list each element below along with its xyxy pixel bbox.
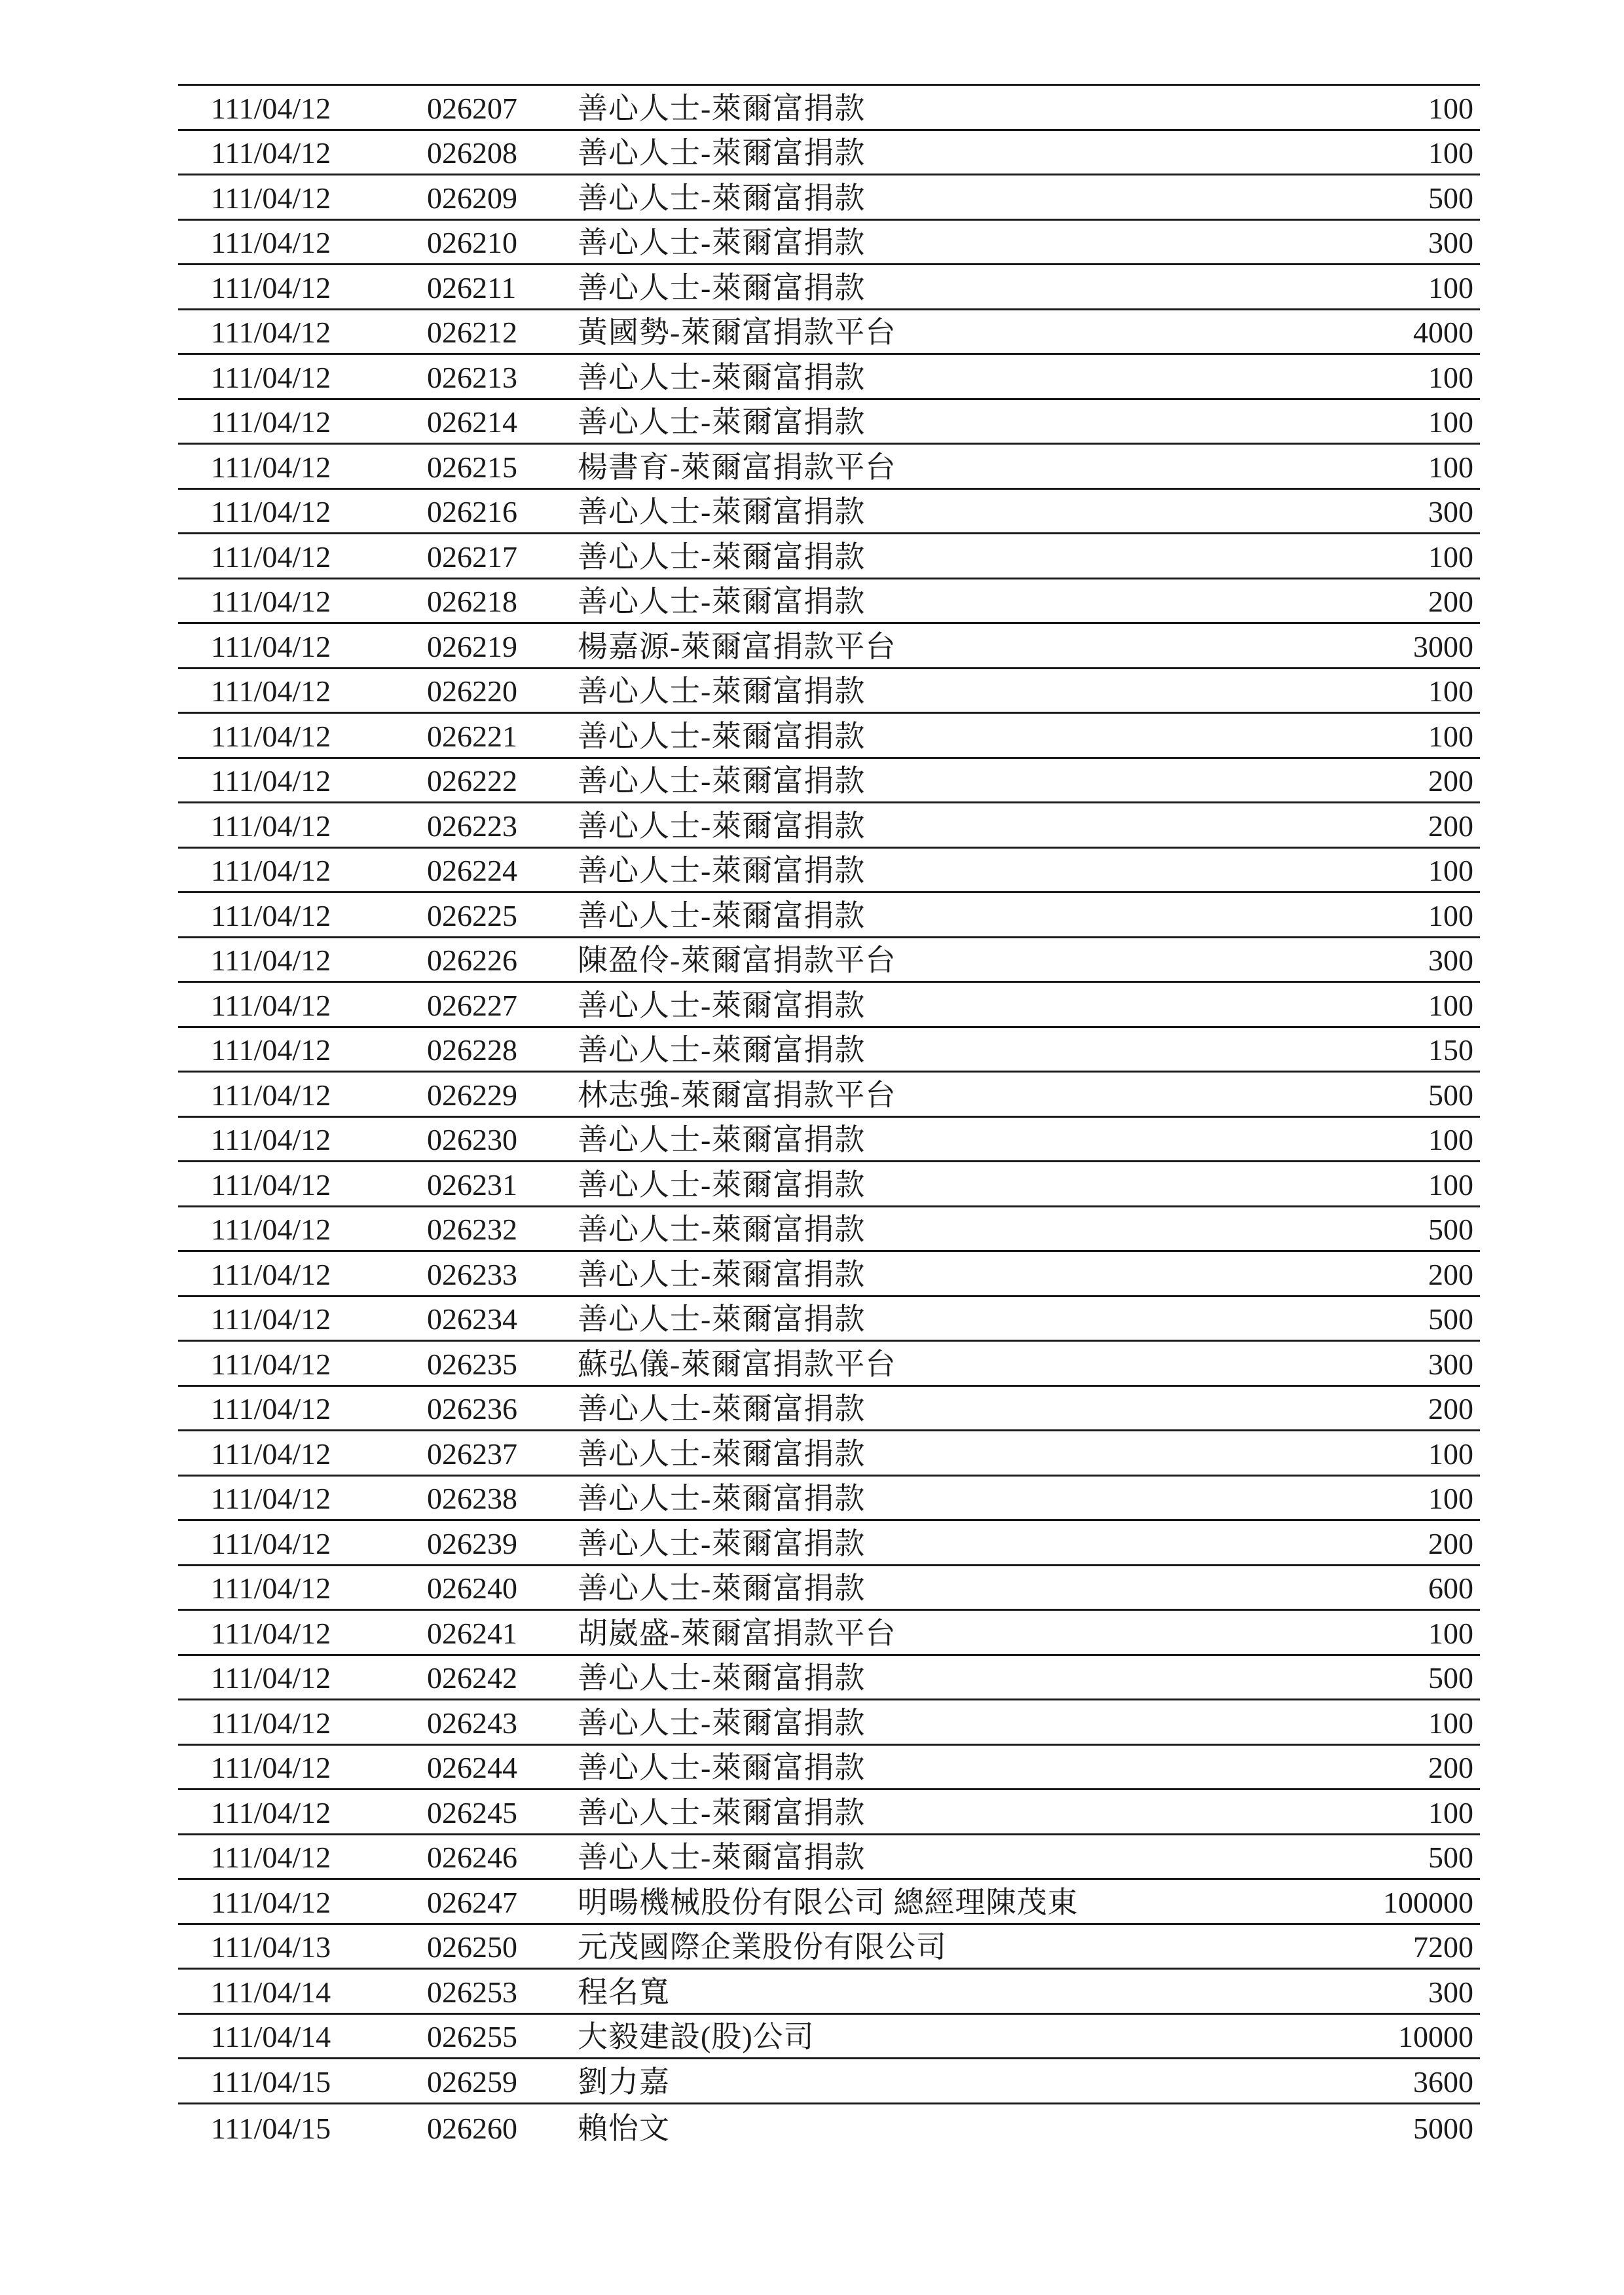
row-date: 111/04/12 — [211, 1302, 331, 1336]
row-receipt-number: 026217 — [427, 540, 517, 574]
table-row — [178, 1162, 1480, 1207]
row-receipt-number: 026233 — [427, 1257, 517, 1291]
row-donor-name: 善心人士-萊爾富捐款 — [578, 270, 866, 304]
row-date: 111/04/12 — [211, 854, 331, 887]
row-receipt-number: 026234 — [427, 1302, 517, 1336]
row-receipt-number: 026228 — [427, 1033, 517, 1067]
row-amount: 200 — [1428, 1526, 1473, 1560]
row-receipt-number: 026216 — [427, 495, 517, 528]
row-date: 111/04/12 — [211, 270, 331, 304]
row-date: 111/04/13 — [211, 1930, 331, 1964]
row-donor-name: 善心人士-萊爾富捐款 — [578, 91, 866, 125]
table-row — [178, 759, 1480, 804]
row-date: 111/04/12 — [211, 226, 331, 259]
row-date: 111/04/15 — [211, 2065, 331, 2099]
table-row — [178, 1342, 1480, 1387]
row-date: 111/04/12 — [211, 898, 331, 932]
table-row — [178, 1746, 1480, 1791]
row-date: 111/04/12 — [211, 1213, 331, 1246]
row-amount: 100000 — [1383, 1885, 1473, 1919]
row-donor-name: 善心人士-萊爾富捐款 — [578, 809, 866, 843]
row-receipt-number: 026215 — [427, 450, 517, 484]
table-row — [178, 2059, 1480, 2104]
row-receipt-number: 026243 — [427, 1706, 517, 1740]
table-row — [178, 1880, 1480, 1925]
row-donor-name: 蘇弘儀-萊爾富捐款平台 — [578, 1347, 896, 1381]
row-amount: 150 — [1428, 1033, 1473, 1067]
row-donor-name: 劉力嘉 — [578, 2065, 670, 2099]
row-amount: 5000 — [1413, 2112, 1473, 2145]
row-receipt-number: 026237 — [427, 1437, 517, 1471]
table-row — [178, 1611, 1480, 1656]
table-row — [178, 355, 1480, 400]
row-date: 111/04/14 — [211, 2020, 331, 2053]
table-row — [178, 983, 1480, 1028]
row-date: 111/04/12 — [211, 1706, 331, 1740]
row-receipt-number: 026232 — [427, 1213, 517, 1246]
row-amount: 100 — [1428, 540, 1473, 574]
row-amount: 100 — [1428, 1437, 1473, 1471]
row-donor-name: 善心人士-萊爾富捐款 — [578, 854, 866, 887]
row-donor-name: 善心人士-萊爾富捐款 — [578, 1392, 866, 1425]
row-donor-name: 賴怡文 — [578, 2112, 670, 2145]
row-donor-name: 善心人士-萊爾富捐款 — [578, 988, 866, 1022]
row-date: 111/04/12 — [211, 1571, 331, 1605]
row-amount: 7200 — [1413, 1930, 1473, 1964]
table-row — [178, 265, 1480, 310]
row-date: 111/04/12 — [211, 1751, 331, 1784]
row-donor-name: 善心人士-萊爾富捐款 — [578, 719, 866, 753]
row-amount: 500 — [1428, 1661, 1473, 1695]
row-receipt-number: 026260 — [427, 2112, 517, 2145]
row-receipt-number: 026242 — [427, 1661, 517, 1695]
row-donor-name: 陳盈伶-萊爾富捐款平台 — [578, 944, 896, 977]
table-row — [178, 1970, 1480, 2015]
row-date: 111/04/12 — [211, 1526, 331, 1560]
row-amount: 100 — [1428, 450, 1473, 484]
row-donor-name: 善心人士-萊爾富捐款 — [578, 1795, 866, 1829]
row-amount: 100 — [1428, 136, 1473, 170]
row-receipt-number: 026238 — [427, 1482, 517, 1515]
row-date: 111/04/12 — [211, 674, 331, 708]
row-amount: 100 — [1428, 1616, 1473, 1650]
table-row — [178, 938, 1480, 983]
row-date: 111/04/12 — [211, 809, 331, 843]
row-receipt-number: 026227 — [427, 988, 517, 1022]
row-donor-name: 善心人士-萊爾富捐款 — [578, 1302, 866, 1336]
row-date: 111/04/12 — [211, 764, 331, 798]
row-date: 111/04/12 — [211, 540, 331, 574]
row-receipt-number: 026224 — [427, 854, 517, 887]
table-row — [178, 1790, 1480, 1835]
row-date: 111/04/12 — [211, 181, 331, 215]
row-donor-name: 善心人士-萊爾富捐款 — [578, 540, 866, 574]
table-row — [178, 1297, 1480, 1342]
row-amount: 10000 — [1398, 2020, 1473, 2053]
row-amount: 100 — [1428, 360, 1473, 394]
row-date: 111/04/12 — [211, 1885, 331, 1919]
row-amount: 100 — [1428, 854, 1473, 887]
row-amount: 100 — [1428, 898, 1473, 932]
row-donor-name: 善心人士-萊爾富捐款 — [578, 1751, 866, 1784]
row-donor-name: 善心人士-萊爾富捐款 — [578, 898, 866, 932]
row-receipt-number: 026223 — [427, 809, 517, 843]
row-donor-name: 楊書育-萊爾富捐款平台 — [578, 450, 896, 484]
row-receipt-number: 026244 — [427, 1751, 517, 1784]
table-row — [178, 1656, 1480, 1701]
row-receipt-number: 026210 — [427, 226, 517, 259]
row-receipt-number: 026222 — [427, 764, 517, 798]
row-donor-name: 明暘機械股份有限公司 總經理陳茂東 — [578, 1885, 1079, 1919]
row-receipt-number: 026230 — [427, 1123, 517, 1156]
row-amount: 100 — [1428, 674, 1473, 708]
row-date: 111/04/12 — [211, 944, 331, 977]
table-row — [178, 1118, 1480, 1163]
table-row — [178, 1252, 1480, 1297]
table-row — [178, 2104, 1480, 2150]
row-date: 111/04/12 — [211, 585, 331, 618]
row-date: 111/04/12 — [211, 1167, 331, 1202]
row-date: 111/04/12 — [211, 91, 331, 125]
row-amount: 3600 — [1413, 2065, 1473, 2099]
row-date: 111/04/15 — [211, 2112, 331, 2145]
row-receipt-number: 026241 — [427, 1616, 517, 1650]
row-date: 111/04/12 — [211, 1347, 331, 1381]
row-date: 111/04/12 — [211, 1033, 331, 1067]
row-amount: 300 — [1428, 1347, 1473, 1381]
row-receipt-number: 026218 — [427, 585, 517, 618]
table-row — [178, 849, 1480, 894]
row-donor-name: 善心人士-萊爾富捐款 — [578, 136, 866, 170]
row-donor-name: 善心人士-萊爾富捐款 — [578, 1526, 866, 1560]
table-row — [178, 624, 1480, 669]
row-date: 111/04/12 — [211, 405, 331, 439]
row-amount: 200 — [1428, 809, 1473, 843]
row-donor-name: 善心人士-萊爾富捐款 — [578, 495, 866, 528]
row-donor-name: 黃國勢-萊爾富捐款平台 — [578, 316, 896, 349]
row-donor-name: 善心人士-萊爾富捐款 — [578, 1167, 866, 1202]
row-amount: 200 — [1428, 764, 1473, 798]
row-date: 111/04/12 — [211, 1078, 331, 1112]
row-donor-name: 善心人士-萊爾富捐款 — [578, 674, 866, 708]
row-receipt-number: 026255 — [427, 2020, 517, 2053]
table-row — [178, 803, 1480, 849]
row-receipt-number: 026229 — [427, 1078, 517, 1112]
table-row — [178, 1477, 1480, 1522]
row-donor-name: 林志強-萊爾富捐款平台 — [578, 1078, 896, 1112]
row-donor-name: 善心人士-萊爾富捐款 — [578, 1482, 866, 1515]
row-donor-name: 大毅建設(股)公司 — [578, 2020, 815, 2053]
row-date: 111/04/12 — [211, 1661, 331, 1695]
table-row — [178, 1700, 1480, 1746]
row-receipt-number: 026220 — [427, 674, 517, 708]
table-row — [178, 221, 1480, 266]
table-row — [178, 1207, 1480, 1253]
row-receipt-number: 026214 — [427, 405, 517, 439]
row-donor-name: 善心人士-萊爾富捐款 — [578, 1706, 866, 1740]
row-date: 111/04/12 — [211, 629, 331, 663]
table-row — [178, 534, 1480, 579]
row-amount: 500 — [1428, 1213, 1473, 1246]
row-donor-name: 善心人士-萊爾富捐款 — [578, 764, 866, 798]
table-row — [178, 1835, 1480, 1881]
row-receipt-number: 026213 — [427, 360, 517, 394]
row-donor-name: 善心人士-萊爾富捐款 — [578, 1257, 866, 1291]
table-row — [178, 579, 1480, 625]
row-date: 111/04/12 — [211, 495, 331, 528]
row-date: 111/04/12 — [211, 136, 331, 170]
row-receipt-number: 026209 — [427, 181, 517, 215]
row-date: 111/04/12 — [211, 1437, 331, 1471]
table-row — [178, 1431, 1480, 1477]
row-receipt-number: 026250 — [427, 1930, 517, 1964]
row-receipt-number: 026239 — [427, 1526, 517, 1560]
row-receipt-number: 026247 — [427, 1885, 517, 1919]
row-receipt-number: 026221 — [427, 719, 517, 753]
row-amount: 100 — [1428, 1123, 1473, 1156]
table-row — [178, 714, 1480, 759]
row-receipt-number: 026231 — [427, 1167, 517, 1202]
row-donor-name: 善心人士-萊爾富捐款 — [578, 1213, 866, 1246]
table-row — [178, 175, 1480, 221]
donation-ledger-table — [178, 84, 1480, 2149]
table-row — [178, 1028, 1480, 1073]
row-amount: 500 — [1428, 1841, 1473, 1874]
row-date: 111/04/12 — [211, 988, 331, 1022]
row-date: 111/04/12 — [211, 1482, 331, 1515]
row-amount: 100 — [1428, 91, 1473, 125]
row-receipt-number: 026259 — [427, 2065, 517, 2099]
table-row — [178, 86, 1480, 131]
row-amount: 600 — [1428, 1571, 1473, 1605]
row-donor-name: 胡崴盛-萊爾富捐款平台 — [578, 1616, 896, 1650]
row-receipt-number: 026240 — [427, 1571, 517, 1605]
row-amount: 300 — [1428, 944, 1473, 977]
table-row — [178, 893, 1480, 938]
row-amount: 500 — [1428, 1302, 1473, 1336]
row-amount: 100 — [1428, 1706, 1473, 1740]
row-date: 111/04/12 — [211, 1392, 331, 1425]
row-date: 111/04/12 — [211, 1257, 331, 1291]
row-date: 111/04/12 — [211, 1123, 331, 1156]
row-amount: 100 — [1428, 1167, 1473, 1202]
row-amount: 500 — [1428, 181, 1473, 215]
row-donor-name: 善心人士-萊爾富捐款 — [578, 1437, 866, 1471]
row-donor-name: 楊嘉源-萊爾富捐款平台 — [578, 629, 896, 663]
row-donor-name: 善心人士-萊爾富捐款 — [578, 1571, 866, 1605]
table-row — [178, 310, 1480, 356]
row-date: 111/04/12 — [211, 1841, 331, 1874]
row-receipt-number: 026225 — [427, 898, 517, 932]
row-receipt-number: 026207 — [427, 91, 517, 125]
row-receipt-number: 026211 — [427, 270, 517, 304]
row-amount: 3000 — [1413, 629, 1473, 663]
row-donor-name: 元茂國際企業股份有限公司 — [578, 1930, 947, 1964]
row-date: 111/04/12 — [211, 360, 331, 394]
row-receipt-number: 026235 — [427, 1347, 517, 1381]
row-donor-name: 善心人士-萊爾富捐款 — [578, 181, 866, 215]
table-row — [178, 669, 1480, 714]
table-row — [178, 490, 1480, 535]
row-receipt-number: 026219 — [427, 629, 517, 663]
row-amount: 200 — [1428, 1392, 1473, 1425]
row-amount: 500 — [1428, 1078, 1473, 1112]
row-date: 111/04/12 — [211, 719, 331, 753]
row-date: 111/04/12 — [211, 1795, 331, 1829]
table-row — [178, 1521, 1480, 1566]
row-donor-name: 善心人士-萊爾富捐款 — [578, 405, 866, 439]
table-row — [178, 2015, 1480, 2060]
row-receipt-number: 026226 — [427, 944, 517, 977]
row-receipt-number: 026245 — [427, 1795, 517, 1829]
row-donor-name: 善心人士-萊爾富捐款 — [578, 1841, 866, 1874]
table-row — [178, 1566, 1480, 1611]
row-donor-name: 善心人士-萊爾富捐款 — [578, 585, 866, 618]
table-row — [178, 1073, 1480, 1118]
row-receipt-number: 026253 — [427, 1975, 517, 2009]
row-date: 111/04/14 — [211, 1975, 331, 2009]
row-amount: 4000 — [1413, 316, 1473, 349]
row-amount: 100 — [1428, 1482, 1473, 1515]
row-receipt-number: 026236 — [427, 1392, 517, 1425]
row-receipt-number: 026208 — [427, 136, 517, 170]
table-row — [178, 1387, 1480, 1432]
row-amount: 100 — [1428, 719, 1473, 753]
row-amount: 100 — [1428, 405, 1473, 439]
row-date: 111/04/12 — [211, 316, 331, 349]
row-date: 111/04/12 — [211, 450, 331, 484]
row-donor-name: 善心人士-萊爾富捐款 — [578, 360, 866, 394]
row-donor-name: 善心人士-萊爾富捐款 — [578, 226, 866, 259]
row-receipt-number: 026246 — [427, 1841, 517, 1874]
row-amount: 100 — [1428, 988, 1473, 1022]
row-amount: 100 — [1428, 270, 1473, 304]
row-amount: 200 — [1428, 1751, 1473, 1784]
row-amount: 100 — [1428, 1795, 1473, 1829]
row-receipt-number: 026212 — [427, 316, 517, 349]
row-donor-name: 善心人士-萊爾富捐款 — [578, 1033, 866, 1067]
table-row — [178, 400, 1480, 445]
row-donor-name: 善心人士-萊爾富捐款 — [578, 1661, 866, 1695]
row-amount: 200 — [1428, 1257, 1473, 1291]
row-amount: 300 — [1428, 495, 1473, 528]
row-amount: 300 — [1428, 1975, 1473, 2009]
row-donor-name: 程名寬 — [578, 1975, 670, 2009]
row-donor-name: 善心人士-萊爾富捐款 — [578, 1123, 866, 1156]
table-row — [178, 445, 1480, 490]
row-amount: 200 — [1428, 585, 1473, 618]
row-amount: 300 — [1428, 226, 1473, 259]
row-date: 111/04/12 — [211, 1616, 331, 1650]
table-row — [178, 131, 1480, 176]
table-row — [178, 1925, 1480, 1970]
